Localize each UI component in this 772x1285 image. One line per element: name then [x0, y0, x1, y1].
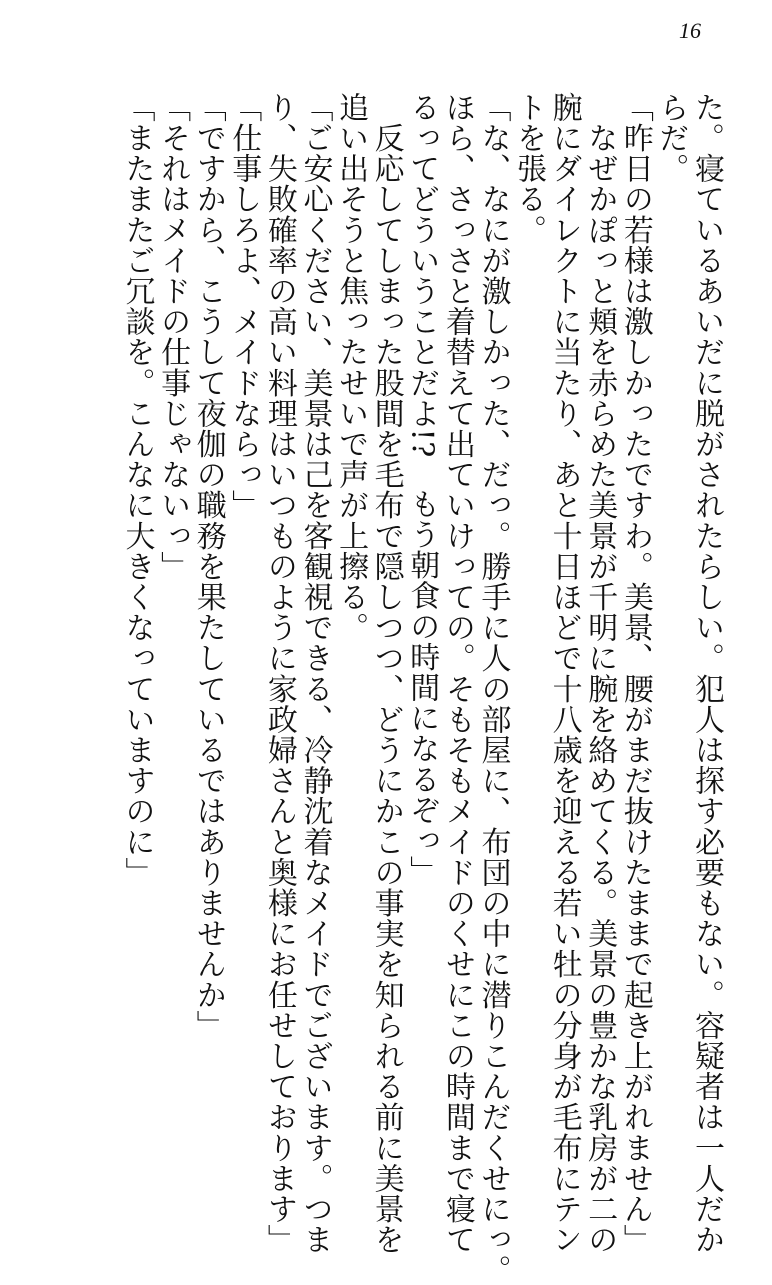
text-line: トを張る。 [511, 92, 547, 245]
text-line: 「仕事しろよ、メイドならっ」 [226, 92, 262, 521]
novel-text [119, 92, 724, 1285]
text-line: り、失敗確率の高い料理はいつものように家政婦さんと奥様にお任せしております」 [261, 92, 297, 1255]
text-line: 「ご安心ください、美景は己を客観視できる、冷静沈着なメイドでございます。つま [297, 92, 333, 1255]
text-line: 「ですから、こうして夜伽の職務を果たしているではありませんか」 [190, 92, 226, 1041]
text-line: 追い出そうと焦ったせいで声が上擦る。 [333, 92, 369, 643]
text-line: 「な、なにが激しかった、だっ。勝手に人の部屋に、布団の中に潜りこんだくせにっ。 [475, 92, 511, 1285]
text-line: 「昨日の若様は激しかったですわ。美景、腰がまだ抜けたままで起き上がれません」 [617, 92, 653, 1255]
text-line: らだ。 [653, 92, 689, 184]
text-line: た。寝ているあいだに脱がされたらしい。犯人は探す必要もない。容疑者は一人だか [689, 92, 724, 1255]
text-line: 「またまたご冗談を。こんなに大きくなっていますのに」 [119, 92, 155, 888]
text-line: 腕にダイレクトに当たり、あと十日ほどで十八歳を迎える若い牡の分身が毛布にテン [546, 92, 582, 1255]
text-line: 反応してしまった股間を毛布で隠しつつ、どうにかこの事実を知られる前に美景を [368, 92, 404, 1255]
page-number: 16 [679, 18, 701, 43]
text-line: るってどういうことだよ!? もう朝食の時間になるぞっ」 [404, 92, 440, 887]
text-line: ほら、さっさと着替えて出ていけっての。そもそもメイドのくせにこの時間まで寝て [439, 92, 475, 1255]
text-line: なぜかぽっと頬を赤らめた美景が千明に腕を絡めてくる。美景の豊かな乳房が二の [582, 92, 618, 1255]
text-line: 「それはメイドの仕事じゃないっ」 [155, 92, 191, 582]
